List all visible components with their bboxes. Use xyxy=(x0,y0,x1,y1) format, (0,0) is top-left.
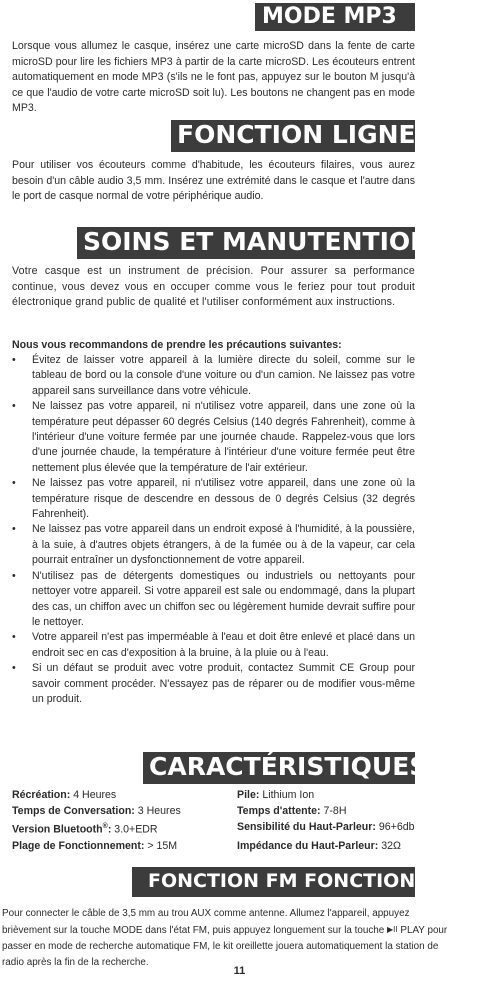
spec-label: Temps d'attente: xyxy=(237,805,321,818)
list-item xyxy=(12,569,415,631)
section-heading-fm xyxy=(132,867,415,897)
precautions-subheading: Nous vous recommandons de prendre les précautions suivantes: xyxy=(12,339,342,351)
spec-label: Pile: xyxy=(237,789,260,801)
section-heading-mp3-text: MODE MP3 xyxy=(262,4,397,29)
spec-label: Version Bluetooth xyxy=(12,823,103,836)
list-item-text: Votre appareil n'est pas imperméable à l'eau et doit être enlevé et placé dans un endroit sec en cas d'exposition à la bruine, à la pluie ou à l'eau. xyxy=(32,631,415,659)
list-item-text: Ne laissez pas votre appareil, ni n'utilisez votre appareil, dans une zone où la température peut dépasser 60 degrés Celsius (140 degrés Fahrenheit), comme à l'intérieur d'une voiture fermée par une journée chaude. Rappelez-vous que lors d'une journée chaude, la température à l'intérieur d'une voiture fermée peut être nettement plus élevée que la température de l'air extérieur. xyxy=(32,400,415,474)
list-item-text: Ne laissez pas votre appareil, ni n'utilisez votre appareil, dans une zone où la température risque de descendre en dessous de 0 degrés Celsius (32 degrés Fahrenheit). xyxy=(32,477,415,521)
section-heading-ligne-text: FONCTION LIGNE xyxy=(177,120,416,149)
spec-value: 3 Heures xyxy=(134,805,181,818)
spec-label: Récréation: xyxy=(12,789,71,801)
spec-label: Plage de Fonctionnement: xyxy=(12,840,145,853)
list-item xyxy=(12,630,415,661)
precautions-list xyxy=(12,353,415,707)
list-item-text: Évitez de laisser votre appareil à la lumière directe du soleil, comme sur le tableau de bord ou la console d'une voiture ou d'un camion. Ne laissez pas votre appareil sans surveillance dans votre véhicule. xyxy=(32,354,415,397)
bullet-icon: • xyxy=(12,354,16,366)
page-number: 11 xyxy=(233,965,246,977)
section-heading-caracteristiques-text: CARACTÉRISTIQUES xyxy=(149,752,428,781)
spec-value: > 15M xyxy=(144,840,178,853)
section-heading-soins xyxy=(77,227,432,259)
spec-item xyxy=(12,787,237,803)
fm-paragraph xyxy=(2,906,452,971)
list-item xyxy=(12,353,415,399)
section-heading-ligne xyxy=(171,120,415,152)
spec-label: Sensibilité du Haut-Parleur: xyxy=(237,821,376,834)
bullet-icon: • xyxy=(12,662,16,675)
bullet-icon: • xyxy=(12,631,16,644)
spec-row xyxy=(12,838,452,854)
bullet-icon: • xyxy=(12,477,16,490)
list-item xyxy=(12,661,415,707)
spec-row xyxy=(12,803,452,819)
spec-value: 32Ω xyxy=(378,840,401,853)
list-item xyxy=(12,476,415,522)
play-pause-icon: ▶II xyxy=(387,925,398,934)
spec-item xyxy=(237,838,452,854)
bullet-icon: • xyxy=(12,569,16,582)
spec-value: 96+6db xyxy=(375,821,415,834)
ligne-paragraph: Pour utiliser vos écouteurs comme d'habitude, les écouteurs filaires, vous aurez besoin d'un câble audio 3,5 mm. Insérez une extrémité dans le casque et l'autre dans le port de casque normal de votre périphérique audio. xyxy=(12,159,415,203)
fm-text-before: Pour connecter le câble de 3,5 mm au trou AUX comme antenne. Allumez l'appareil, appuyez brièvement sur la touche MODE dans l'état FM, puis appuyez longuement sur la touche xyxy=(2,908,410,936)
bullet-icon: • xyxy=(12,400,16,413)
spec-value: 4 Heures xyxy=(70,789,117,801)
spec-item xyxy=(12,803,237,819)
list-item-text: Ne laissez pas votre appareil dans un endroit exposé à l'humidité, à la poussière, à la suie, à d'autres objets étrangers, à de la fumée ou à de la vapeur, car cela pourrait entraîner un dysfonctionnement de votre appareil. xyxy=(32,523,415,567)
spec-item xyxy=(237,803,452,819)
section-heading-fm-text: FONCTION FM FONCTION xyxy=(148,870,416,892)
spec-row xyxy=(12,819,452,838)
section-heading-caracteristiques xyxy=(143,752,428,784)
spec-item xyxy=(237,787,452,803)
spec-value: Lithium Ion xyxy=(259,789,315,801)
spec-value: 7-8H xyxy=(320,805,347,818)
specifications-table xyxy=(12,787,452,854)
section-heading-mp3 xyxy=(255,3,415,31)
spec-label: Impédance du Haut-Parleur: xyxy=(237,840,379,853)
mp3-paragraph: Lorsque vous allumez le casque, insérez une carte microSD dans la fente de carte microSD pour lire les fichiers MP3 à partir de la carte microSD. Les écouteurs entrent automatiquement en mode MP3 (s'ils ne le font pas, appuyez sur le bouton M jusqu'à ce que l'audio de votre carte microSD soit lu). Les boutons ne changent pas en mode MP3. xyxy=(12,40,415,115)
fm-text-after: PLAY pour passer en mode de recherche automatique FM, le kit oreillette jouera automatiquement la station de radio après la fin de la recherche. xyxy=(2,925,448,968)
list-item xyxy=(12,399,415,476)
spec-item xyxy=(12,819,237,838)
spec-row xyxy=(12,787,452,803)
bullet-icon: • xyxy=(12,523,16,536)
list-item-text: Si un défaut se produit avec votre produit, contactez Summit CE Group pour savoir comment procéder. N'essayez pas de réparer ou de modifier vous-même un produit. xyxy=(32,662,415,705)
spec-item xyxy=(12,838,237,854)
spec-label: Temps de Conversation: xyxy=(12,805,135,818)
spec-value: 3.0+EDR xyxy=(111,823,158,836)
list-item-text: N'utilisez pas de détergents domestiques ou industriels ou nettoyants pour nettoyer votre appareil. Si votre appareil est sale ou endommagé, dans la plupart des cas, un chiffon avec un chiffon sec ou légèrement humide devrait suffire pour le nettoyer. xyxy=(32,569,415,628)
spec-label-colon: : xyxy=(107,823,112,836)
registered-mark: ® xyxy=(102,823,108,831)
section-heading-soins-text: SOINS ET MANUTENTION xyxy=(83,227,432,256)
spec-item xyxy=(237,819,452,838)
list-item xyxy=(12,522,415,568)
soins-intro-paragraph: Votre casque est un instrument de précision. Pour assurer sa performance continue, vous devez vous en occuper comme vous le feriez pour tout produit électronique grand public de qualité et l'utiliser conformément aux instructions. xyxy=(12,265,415,309)
